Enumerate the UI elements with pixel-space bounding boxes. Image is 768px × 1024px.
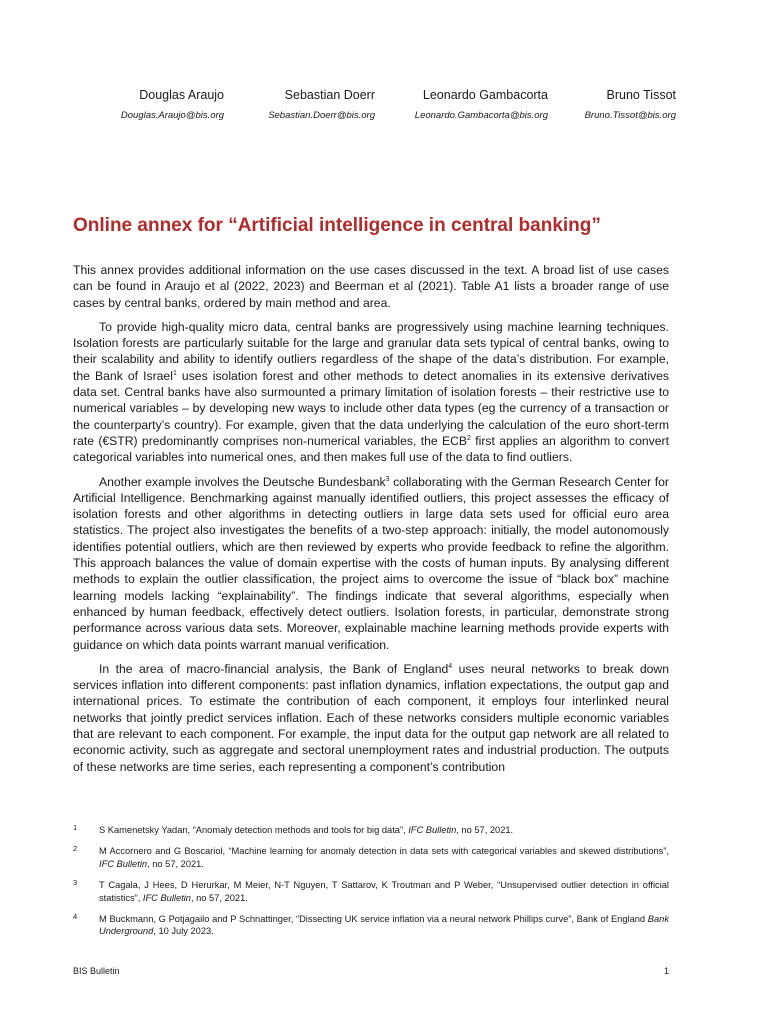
publication-name: BIS Bulletin [73, 966, 120, 976]
footnote [73, 845, 669, 870]
footnote [73, 824, 669, 836]
author-block [415, 87, 548, 122]
footnote-text: S Kamenetsky Yadan, “Anomaly detection methods and tools for big data”, [99, 825, 409, 835]
footnote-number: 4 [73, 912, 78, 922]
footnote-ref[interactable]: 4 [448, 662, 453, 670]
footnote-source: IFC Bulletin [142, 892, 191, 903]
author-email[interactable]: Douglas.Araujo@bis.org [120, 110, 224, 121]
footnote-source: Bank Underground [99, 914, 669, 937]
author-email[interactable]: Sebastian.Doerr@bis.org [268, 110, 375, 121]
paragraph [73, 319, 669, 466]
author-name: Douglas Araujo [139, 88, 224, 102]
author-email[interactable]: Bruno.Tissot@bis.org [584, 110, 676, 121]
footnote-text: M Buckmann, G Potjagailo and P Schnattinger, “Dissecting UK service inflation via a neural network Phillips curve”, Bank of England [99, 914, 648, 925]
paragraph-text: In the area of macro-financial analysis, the Bank of England [99, 661, 449, 676]
footnote-ref[interactable]: 1 [172, 369, 177, 377]
author-block [268, 87, 375, 122]
page-number: 1 [663, 966, 669, 976]
footnote-text: , no 57, 2021. [190, 892, 248, 903]
author-block [121, 87, 224, 122]
paragraph-text: first applies an algorithm to convert categorical variables into numerical ones, and then makes full use of the data to find outliers. [73, 433, 669, 465]
footnote [73, 913, 669, 938]
footnote-source: IFC Bulletin [408, 825, 457, 835]
footnote-number: 2 [73, 844, 78, 854]
paragraph [73, 474, 669, 653]
author-email[interactable]: Leonardo.Gambacorta@bis.org [414, 110, 548, 121]
footnote-source: IFC Bulletin [99, 858, 148, 869]
footnote [73, 879, 669, 904]
author-name: Bruno Tissot [606, 88, 676, 102]
page-title: Online annex for “Artificial intelligence in central banking” [73, 214, 601, 236]
paragraph-text: Another example involves the Deutsche Bundesbank [99, 474, 386, 489]
footnote-text: , no 57, 2021. [456, 825, 514, 835]
paragraph-text: collaborating with the German Research Center for Artificial Intelligence. Benchmarking against manually identified outliers, this project assesses the efficacy of isolation forests and other algorithms in detecting outliers in large data sets used for official euro area statistics. The project also investigates the benefits of a two-step approach: initially, the model autonomously identifies potential outliers, which are then reviewed by experts who provide feedback to refine the algorithm. This approach balances the value of domain expertise with the costs of human inputs. By analysing different methods to explain the outlier classification, the project aims to overcome the issue of “black box” machine learning models lacking “explainability”. The findings indicate that several algorithms, especially when enhanced by human feedback, effectively detect outliers. Isolation forests, in particular, demonstrate strong performance across various data sets. Moreover, explainable machine learning methods provide experts with guidance on which data points warrant manual verification. [73, 474, 669, 652]
footnote-text: , no 57, 2021. [147, 858, 204, 869]
paragraph-text: uses isolation forest and other methods to detect anomalies in its extensive derivatives data set. Central banks have also surmounted a primary limitation of isolation forests – their restrictive use to numerical variables – by developing new ways to include other data types (eg the currency of a transaction or the counterparty’s country). For example, given that the data underlying the calculation of the euro short-term rate (€STR) predominantly comprises non-numerical variables, the ECB [73, 368, 669, 448]
author-name: Sebastian Doerr [284, 88, 375, 102]
footnote-ref[interactable]: 2 [467, 434, 471, 442]
footnote-number: 3 [73, 878, 78, 888]
main-text [73, 262, 669, 783]
paragraph-text: uses neural networks to break down services inflation into different components: past inflation dynamics, inflation expectations, the output gap and international prices. To estimate the contribution of each component, it employs four interlinked neural networks that jointly predict services inflation. Each of these networks considers multiple economic variables that are relevant to each component. For example, the input data for the output gap network are all related to economic activity, such as aggregate and sectoral unemployment rates and industrial production. The outputs of these networks are time series, each representing a component’s contribution [73, 661, 669, 774]
paragraph-text: To provide high-quality micro data, central banks are progressively using machine learning techniques. Isolation forests are particularly suitable for the large and granular data sets typical of central banks, owing to their scalability and ability to identify outliers regardless of the shape of the data’s distribution. For example, the Bank of Israel [73, 319, 669, 383]
footnote-ref[interactable]: 3 [385, 475, 390, 483]
footnote-text: M Accornero and G Boscariol, “Machine learning for anomaly detection in data sets with categorical variables and skewed distributions”, [99, 846, 669, 857]
paragraph [73, 661, 669, 775]
author-name: Leonardo Gambacorta [422, 88, 548, 102]
footnotes [73, 824, 669, 947]
footnote-text: T Cagala, J Hees, D Herurkar, M Meier, N-T Nguyen, T Sattarov, K Troutman and P Weber, “Unsupervised outlier detection in official statistics”, [99, 880, 669, 903]
paragraph: This annex provides additional information on the use cases discussed in the text. A broad list of use cases can be found in Araujo et al (2022, 2023) and Beerman et al (2021). Table A1 lists a broader range of use cases by central banks, ordered by main method and area. [73, 263, 669, 310]
footnote-number: 1 [73, 823, 78, 832]
author-block [585, 87, 676, 122]
footnote-text: , 10 July 2023. [153, 926, 214, 937]
